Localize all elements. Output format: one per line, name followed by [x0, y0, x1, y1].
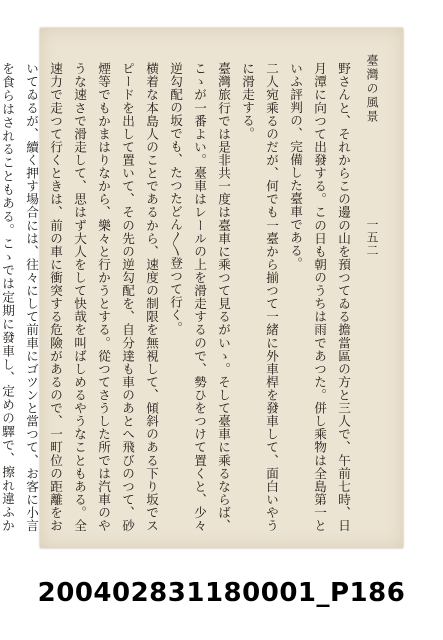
running-header: 臺灣の風景 [365, 54, 379, 124]
paragraph: 臺灣旅行では是非共一度は臺車に乘つて見るがいゝ。そして臺車に乘るならば、こゝが一番よい。臺車はレールの上を滑走するので、勢ひをつけて置くと、少々逆勾配の坂でも、たつたどん〳〵登つて行く。 [168, 62, 231, 532]
paragraph: 野さんと、それからこの邊の山を預つてゐる擔當區の方と三人で、午前七時、日月潭に向つて出發する。この日も朝のうちは雨であつた。併し乘物は全島第一といふ評判の、完備した臺車である。 [288, 62, 351, 532]
paragraph: 二人宛乘るのだが、何でも一臺から揃つて一緒に外車桿を發車して、面白いやうに滑走する。 [240, 62, 279, 532]
image-id-caption: 200402831180001_P186 [37, 578, 406, 608]
paragraph: 横着な本島人のことであるから、速度の制限を無視して、傾斜のある下り坂でスピードを出して置いて、その先の逆勾配を、自分達も車のあとへ飛びのつて、砂煙等でもかまはりなから、樂々と行かうとする。從つてさうした所では汽車のやうな速さで滑走して、思はず大人をして快哉を叫ばしめるやうなこともある。全速力で走つて行くときは、前の車に衝突する危險があるので、一町位の距離をおいてゐるが、續く押す場合には、往々にして前車にゴツンと當つて、お客に小言を食らはされることもある。こゝでは定期に發車し、定めの驛で、擦れ違ふか [0, 62, 159, 532]
book-page [0, 28, 403, 548]
page-number: 一五二 [365, 218, 379, 257]
body-text [0, 62, 355, 532]
